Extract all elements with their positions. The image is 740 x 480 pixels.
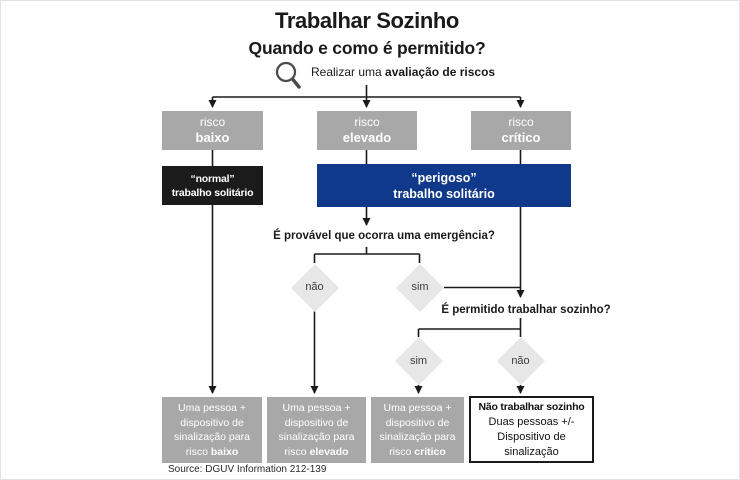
outcome-line: sinalização para	[379, 431, 456, 443]
outcome-risk-level: crítico	[414, 445, 446, 458]
outcome-risk-level: baixo	[210, 445, 239, 458]
final-line: Dispositivo de	[497, 430, 566, 443]
decision-permitted-no: não	[511, 354, 530, 367]
outcome-risk-line	[186, 445, 239, 460]
assessment-label-bold: avaliação de riscos	[385, 65, 496, 79]
outcome-line: Uma pessoa +	[178, 402, 246, 414]
final-line: Duas pessoas +/-	[488, 415, 575, 428]
assessment-label	[311, 65, 495, 79]
dangerous-label: trabalho solitário	[393, 186, 495, 201]
outcome-box-baixo	[162, 397, 262, 463]
header	[1, 8, 733, 59]
risk-box-elevado	[317, 111, 417, 150]
outcome-box-elevado	[267, 397, 366, 463]
dangerous-quoted: “perigoso”	[411, 170, 477, 185]
question-permitted: É permitido trabalhar sozinho?	[441, 304, 611, 316]
page-title: Trabalhar Sozinho	[275, 8, 459, 33]
decision-permitted-yes: sim	[409, 354, 428, 367]
normal-lone-work-box	[162, 166, 263, 205]
decision-emergency-no: não	[305, 281, 324, 293]
decision-emergency-yes: sim	[411, 281, 429, 293]
source-note: Source: DGUV Information 212-139	[168, 464, 327, 475]
risk-prefix: risco	[354, 115, 380, 129]
outcome-line: dispositivo de	[385, 416, 450, 429]
final-title: Não trabalhar sozinho	[478, 400, 585, 413]
outcome-line: Uma pessoa +	[383, 402, 452, 414]
outcome-line: dispositivo de	[180, 416, 244, 429]
risk-level: elevado	[342, 130, 392, 145]
outcome-risk-prefix: risco	[389, 445, 415, 458]
assessment-label-regular: Realizar uma	[311, 65, 386, 79]
outcome-risk-prefix: risco	[185, 445, 211, 458]
outcome-risk-line	[284, 445, 348, 460]
page-subtitle: Quando e como é permitido?	[248, 38, 486, 58]
risk-prefix: risco	[199, 115, 226, 129]
outcome-line: Uma pessoa +	[282, 402, 351, 414]
dangerous-lone-work-box	[317, 164, 571, 207]
outcome-risk-line	[389, 445, 446, 460]
outcome-risk-level: elevado	[309, 445, 349, 458]
risk-box-critico	[471, 111, 571, 150]
risk-level: crítico	[501, 130, 541, 145]
risk-prefix: risco	[508, 115, 534, 129]
outcome-line: dispositivo de	[284, 416, 349, 429]
outcome-line: sinalização para	[174, 431, 250, 443]
question-emergency: É provável que ocorra uma emergência?	[273, 230, 495, 242]
risk-level: baixo	[195, 130, 230, 145]
outcome-box-no-lone-work	[469, 396, 594, 463]
magnifier-icon	[273, 59, 305, 93]
risk-box-baixo	[162, 111, 263, 150]
normal-quoted: “normal”	[190, 172, 235, 185]
normal-label: trabalho solitário	[171, 186, 254, 199]
final-line: sinalização	[504, 445, 559, 458]
outcome-risk-prefix: risco	[284, 445, 310, 458]
outcome-line: sinalização para	[278, 431, 355, 443]
outcome-box-critico	[371, 397, 464, 463]
